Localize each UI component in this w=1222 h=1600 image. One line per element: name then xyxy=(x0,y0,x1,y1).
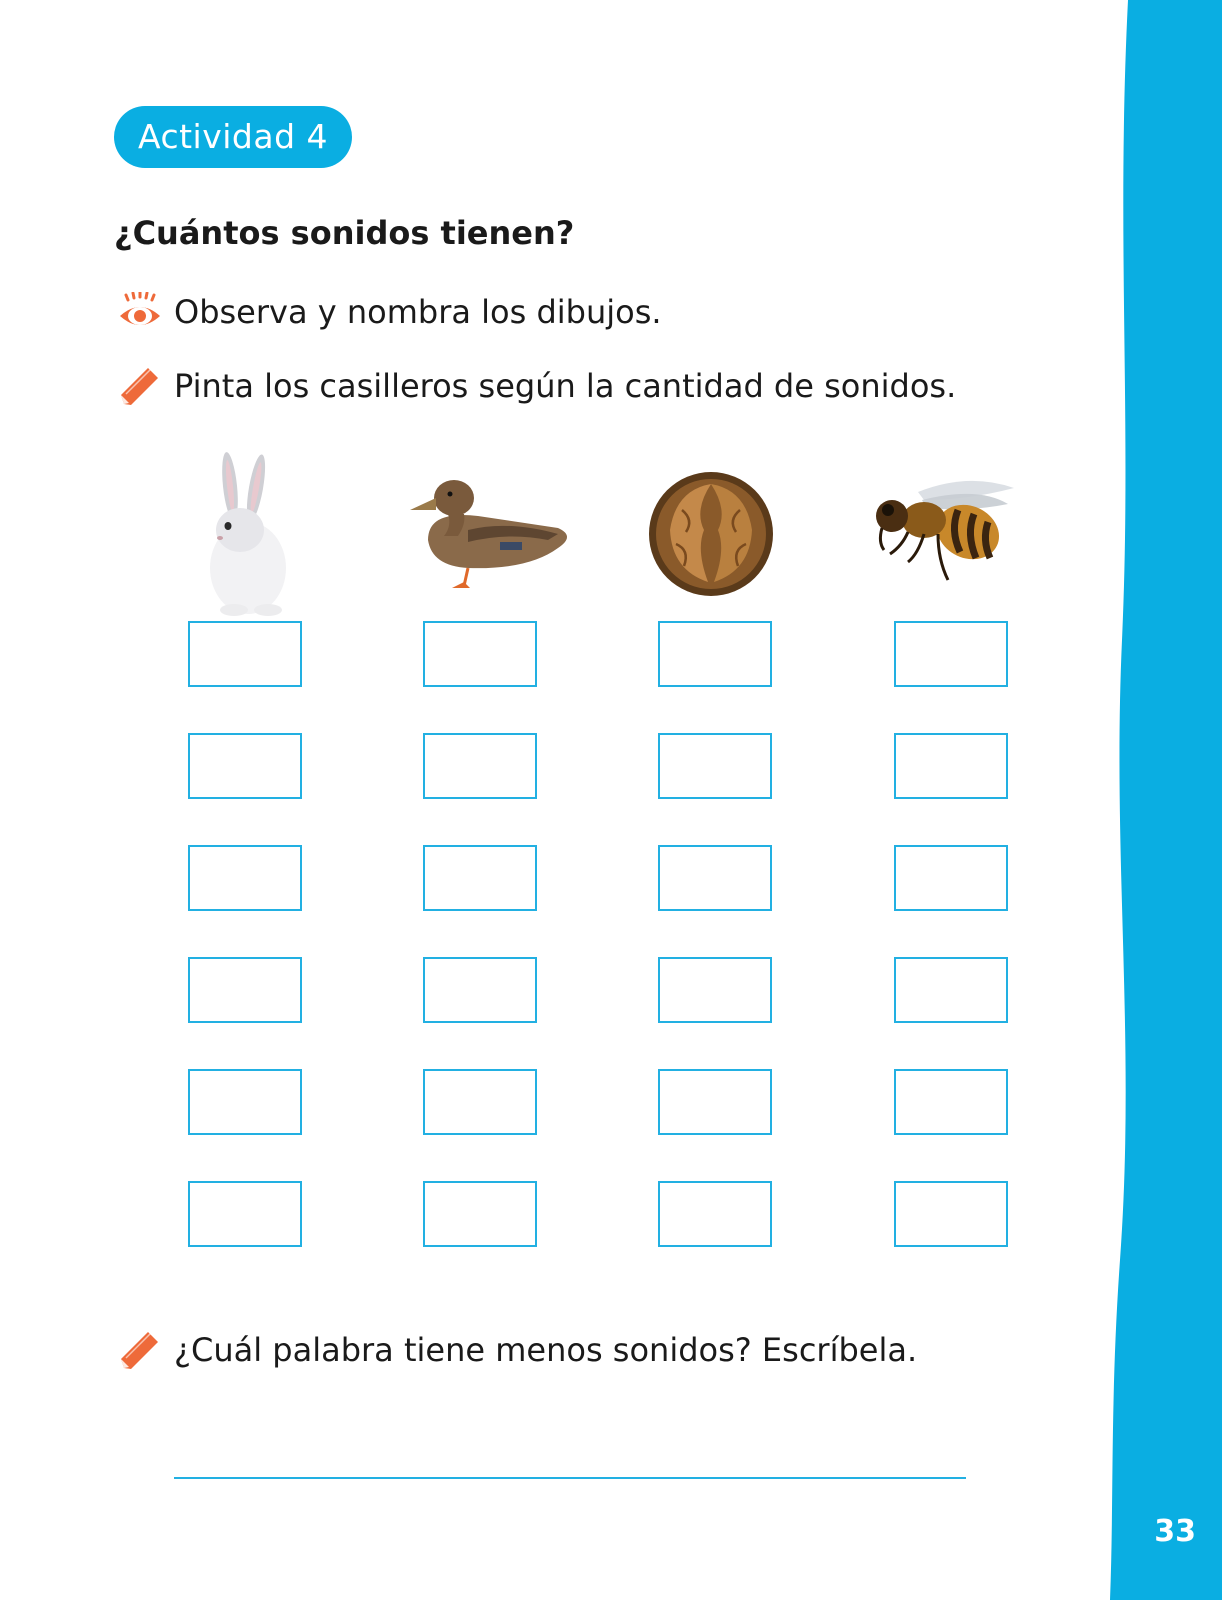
sound-box[interactable] xyxy=(658,957,772,1023)
pencil-icon xyxy=(118,1330,162,1370)
page-number: 33 xyxy=(1154,1514,1196,1549)
sound-box[interactable] xyxy=(658,733,772,799)
question xyxy=(118,1330,917,1370)
sound-box[interactable] xyxy=(423,957,537,1023)
sound-box[interactable] xyxy=(188,957,302,1023)
eye-icon xyxy=(118,292,162,332)
pencil-icon xyxy=(118,366,162,406)
sound-box[interactable] xyxy=(423,733,537,799)
sound-box[interactable] xyxy=(423,845,537,911)
instruction-paint xyxy=(118,366,956,406)
sound-box[interactable] xyxy=(188,845,302,911)
sound-box[interactable] xyxy=(188,621,302,687)
bee-picture xyxy=(868,470,1018,600)
sound-box[interactable] xyxy=(188,1069,302,1135)
sound-box[interactable] xyxy=(658,845,772,911)
sound-box[interactable] xyxy=(894,1181,1008,1247)
walnut-picture xyxy=(646,470,776,598)
sound-box[interactable] xyxy=(188,733,302,799)
side-band xyxy=(1102,0,1222,1600)
duck-picture xyxy=(408,470,578,600)
sound-box[interactable] xyxy=(894,733,1008,799)
instruction-observe xyxy=(118,292,662,332)
sound-box[interactable] xyxy=(894,1069,1008,1135)
sound-box[interactable] xyxy=(894,621,1008,687)
page-heading: ¿Cuántos sonidos tienen? xyxy=(114,214,575,252)
answer-line[interactable] xyxy=(174,1477,966,1479)
instruction-text: Observa y nombra los dibujos. xyxy=(174,293,662,331)
sound-box[interactable] xyxy=(658,621,772,687)
sound-box[interactable] xyxy=(894,845,1008,911)
instruction-text: Pinta los casilleros según la cantidad de sonidos. xyxy=(174,367,957,405)
sound-box[interactable] xyxy=(658,1181,772,1247)
rabbit-picture xyxy=(190,448,300,618)
sound-box[interactable] xyxy=(894,957,1008,1023)
sound-box[interactable] xyxy=(423,621,537,687)
sound-box[interactable] xyxy=(658,1069,772,1135)
sound-box[interactable] xyxy=(188,1181,302,1247)
question-text: ¿Cuál palabra tiene menos sonidos? Escríbela. xyxy=(174,1331,918,1369)
sound-box[interactable] xyxy=(423,1181,537,1247)
sound-box[interactable] xyxy=(423,1069,537,1135)
activity-badge: Actividad 4 xyxy=(114,106,352,168)
